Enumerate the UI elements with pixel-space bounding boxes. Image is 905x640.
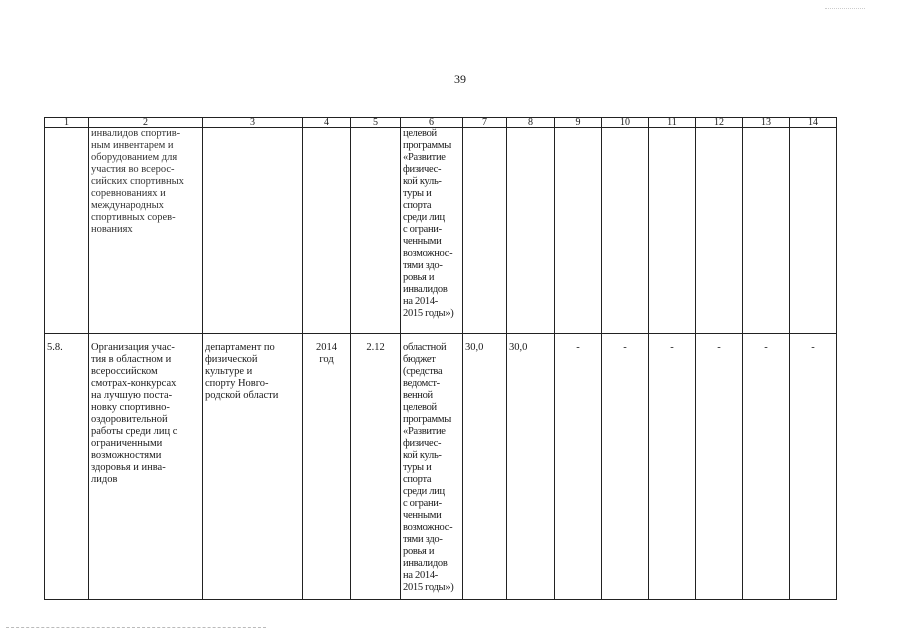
- text-line: департамент по: [205, 342, 275, 353]
- text-line: ровья и: [403, 546, 435, 557]
- column-number-row: [45, 118, 837, 128]
- text-line: ченными: [403, 236, 442, 247]
- text-line: инвалидов: [403, 558, 448, 569]
- text-line: оборудованием для: [91, 152, 178, 163]
- text-line: ровья и: [403, 272, 435, 283]
- value-cell-7: [463, 128, 507, 334]
- text-line: программы: [403, 140, 451, 151]
- text-line: тями здо-: [403, 260, 443, 271]
- executor-cell: [203, 128, 303, 334]
- header-cell: 6: [401, 118, 463, 128]
- text-line: Организация учас-: [91, 342, 175, 353]
- value-cell-8: [507, 128, 555, 334]
- text-line: 2015 годы»): [403, 308, 454, 319]
- text-line: физичес-: [403, 438, 442, 449]
- text-line: ным инвентарем и: [91, 140, 174, 151]
- value-cell-13: -: [743, 334, 790, 600]
- period-cell: [303, 334, 351, 600]
- text-line: физичес-: [403, 164, 442, 175]
- text-line: «Развитие: [403, 152, 446, 163]
- text-line: оздоровительной: [91, 414, 168, 425]
- text-line: туры и: [403, 462, 432, 473]
- text-line: 2014: [316, 342, 337, 353]
- value-cell-10: [602, 128, 649, 334]
- period-cell: [303, 128, 351, 334]
- text-line: участия во всерос-: [91, 164, 175, 175]
- header-cell: 14: [790, 118, 837, 128]
- text-line: ведомст-: [403, 378, 440, 389]
- scan-artifact: [825, 8, 865, 9]
- header-cell: 1: [45, 118, 89, 128]
- text-line: новку спортивно-: [91, 402, 170, 413]
- funding-source-cell: [401, 128, 463, 334]
- text-line: с ограни-: [403, 224, 442, 235]
- text-line: спорта: [403, 474, 432, 485]
- header-cell: 4: [303, 118, 351, 128]
- executor-cell: [203, 334, 303, 600]
- text-line: спорта: [403, 200, 432, 211]
- text-line: международных: [91, 200, 164, 211]
- scan-artifact: [6, 627, 266, 628]
- row-number-cell: 5.8.: [45, 334, 89, 600]
- text-line: сийских спортивных: [91, 176, 184, 187]
- text-line: тия в областном и: [91, 354, 172, 365]
- text-line: венной: [403, 390, 433, 401]
- text-line: всероссийском: [91, 366, 158, 377]
- value-cell-8: 30,0: [507, 334, 555, 600]
- text-line: на 2014-: [403, 296, 439, 307]
- text-line: лидов: [91, 474, 118, 485]
- table-row: [45, 128, 837, 334]
- text-line: целевой: [403, 402, 437, 413]
- value-cell-13: [743, 128, 790, 334]
- text-line: работы среди лиц с: [91, 426, 178, 437]
- header-cell: 3: [203, 118, 303, 128]
- text-line: возможностями: [91, 450, 162, 461]
- header-cell: 5: [351, 118, 401, 128]
- table-row: [45, 334, 837, 600]
- text-line: нованиях: [91, 224, 133, 235]
- header-cell: 13: [743, 118, 790, 128]
- text-line: 2015 годы»): [403, 582, 454, 593]
- text-line: среди лиц: [403, 212, 445, 223]
- header-cell: 8: [507, 118, 555, 128]
- text-line: среди лиц: [403, 486, 445, 497]
- header-cell: 12: [696, 118, 743, 128]
- text-line: ограниченными: [91, 438, 163, 449]
- value-cell-9: -: [555, 334, 602, 600]
- text-line: год: [319, 354, 334, 365]
- program-measures-table: [44, 117, 837, 600]
- header-cell: 2: [89, 118, 203, 128]
- text-line: целевой: [403, 128, 437, 139]
- text-line: областной: [403, 342, 447, 353]
- text-line: ченными: [403, 510, 442, 521]
- measure-name-cell: [89, 334, 203, 600]
- value-cell-12: -: [696, 334, 743, 600]
- text-line: с ограни-: [403, 498, 442, 509]
- measure-name-cell: [89, 128, 203, 334]
- text-line: культуре и: [205, 366, 253, 377]
- text-line: физической: [205, 354, 258, 365]
- text-line: соревнованиях и: [91, 188, 166, 199]
- text-line: «Развитие: [403, 426, 446, 437]
- value-cell-7: 30,0: [463, 334, 507, 600]
- text-line: (средства: [403, 366, 443, 377]
- header-cell: 11: [649, 118, 696, 128]
- text-line: тями здо-: [403, 534, 443, 545]
- text-line: кой куль-: [403, 450, 442, 461]
- text-line: родской области: [205, 390, 279, 401]
- text-line: кой куль-: [403, 176, 442, 187]
- text-line: спорту Новго-: [205, 378, 269, 389]
- text-line: инвалидов: [403, 284, 448, 295]
- text-line: на 2014-: [403, 570, 439, 581]
- indicator-cell: [351, 128, 401, 334]
- text-line: спортивных сорев-: [91, 212, 176, 223]
- funding-source-cell: [401, 334, 463, 600]
- value-cell-14: [790, 128, 837, 334]
- value-cell-14: -: [790, 334, 837, 600]
- text-line: возможнос-: [403, 522, 453, 533]
- header-cell: 7: [463, 118, 507, 128]
- text-line: туры и: [403, 188, 432, 199]
- text-line: на лучшую поста-: [91, 390, 173, 401]
- value-cell-12: [696, 128, 743, 334]
- text-line: программы: [403, 414, 451, 425]
- header-cell: 9: [555, 118, 602, 128]
- text-line: здоровья и инва-: [91, 462, 166, 473]
- text-line: бюджет: [403, 354, 436, 365]
- text-line: смотрах-конкурсах: [91, 378, 177, 389]
- indicator-cell: 2.12: [351, 334, 401, 600]
- value-cell-11: -: [649, 334, 696, 600]
- row-number-cell: [45, 128, 89, 334]
- value-cell-9: [555, 128, 602, 334]
- value-cell-10: -: [602, 334, 649, 600]
- text-line: возможнос-: [403, 248, 453, 259]
- text-line: инвалидов спортив-: [91, 128, 181, 139]
- value-cell-11: [649, 128, 696, 334]
- page-number: 39: [454, 72, 466, 86]
- header-cell: 10: [602, 118, 649, 128]
